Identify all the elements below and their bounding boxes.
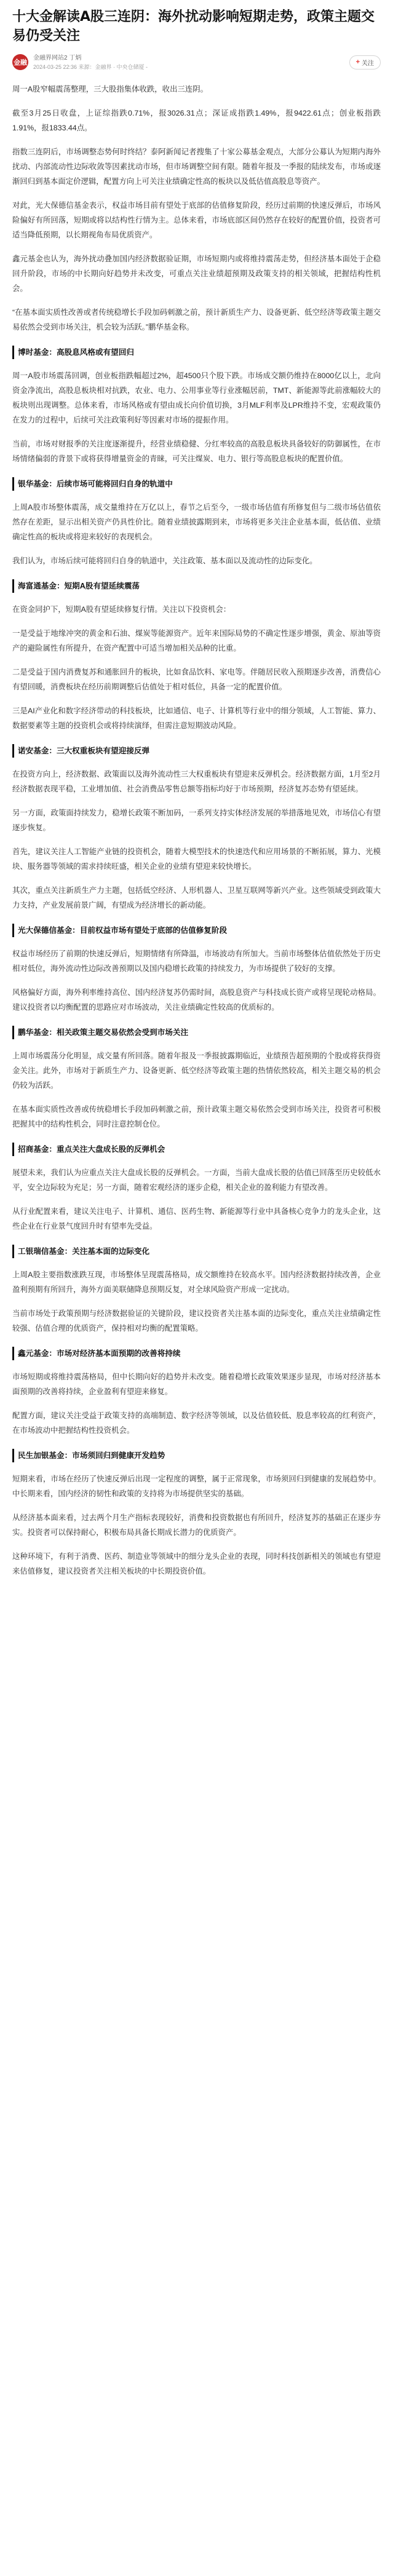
- follow-label: 关注: [362, 60, 374, 67]
- section-heading: 招商基金：重点关注大盘成长股的反弹机会: [12, 1143, 381, 1156]
- paragraph: 从行业配置来看，建议关注电子、计算机、通信、医药生物、新能源等行业中具备核心竞争力的龙头企业，这些企业在行业景气度回升时有望率先受益。: [12, 1207, 381, 1231]
- paragraph: 当前市场处于政策预期与经济数据验证的关键阶段，建议投资者关注基本面的边际变化，重点关注业绩确定性较强、估值合理的优质资产，保持相对均衡的配置策略。: [12, 1309, 381, 1333]
- author-info: [33, 54, 349, 71]
- paragraph: 上周A股市场整体震荡，成交量维持在万亿以上，春节之后至今，一级市场估值有所修复但与二级市场估值依然存在差距，显示出相关资产仍具性价比。随着业绩披露期到来，市场将更多关注企业基本面，低估值、业绩确定性高的板块或将迎来较好的表现机会。: [12, 503, 381, 541]
- paragraph: “在基本面实质性改善或者传统稳增长手段加码刺激之前，预计新质生产力、设备更新、低空经济等政策主题交易依然会受到市场关注，机会较为活跃。”鹏华基金称。: [12, 308, 381, 331]
- paragraph: 这种环境下，有利于消费、医药、制造业等领域中的细分龙头企业的表现，同时科技创新相关的领域也有望迎来估值修复，建议投资者关注相关板块的中长期投资价值。: [12, 1552, 381, 1575]
- paragraph: 权益市场经历了前期的快速反弹后，短期情绪有所降温，市场波动有所加大。当前市场整体估值依然处于历史相对低位，海外流动性边际改善预期以及国内稳增长政策的持续发力，为市场提供了较好的支撑。: [12, 949, 381, 973]
- section-heading: 博时基金：高股息风格或有望回归: [12, 346, 381, 359]
- paragraph: 指数三连阴后，市场调整态势何时终结？泰阿新闻记者搜集了十家公募基金观点，大部分公募认为短期内海外扰动、内部流动性边际收敛等因素扰动市场，但市场调整空间有限。随着年报及一季报的陆续发布，市场或逐渐回归到基本面定价逻辑，配置方向上可关注业绩确定性高的板块以及低估值高股息等资产。: [12, 148, 381, 186]
- paragraph: 展望未来，我们认为应重点关注大盘成长股的反弹机会。一方面，当前大盘成长股的估值已回落至历史较低水平，安全边际较为充足；另一方面，随着宏观经济的逐步企稳，相关企业的盈利能力有望改善。: [12, 1168, 381, 1192]
- paragraph: 市场短期或将维持震荡格局，但中长期向好的趋势并未改变。随着稳增长政策效果逐步显现，市场对经济基本面预期的改善将持续，企业盈利有望迎来修复。: [12, 1373, 381, 1396]
- section-heading: 光大保德信基金：目前权益市场有望处于底部的估值修复阶段: [12, 924, 381, 937]
- section-heading: 银华基金：后续市场可能将回归自身的轨道中: [12, 477, 381, 491]
- section-heading: 民生加银基金：市场须回归到健康开发趋势: [12, 1449, 381, 1462]
- paragraph: 上周A股主要指数涨跌互现，市场整体呈现震荡格局，成交额维持在较高水平。国内经济数据持续改善，企业盈利预期有所回升，海外方面美联储降息预期反复，对全球风险资产形成一定扰动。: [12, 1270, 381, 1294]
- paragraph: 短期来看，市场在经历了快速反弹后出现一定程度的调整，属于正常现象，市场须回归到健康的发展趋势中。中长期来看，国内经济的韧性和政策的支持将为市场提供坚实的基础。: [12, 1475, 381, 1498]
- avatar[interactable]: 金融: [12, 54, 28, 70]
- paragraph: 我们认为，市场后续可能将回归自身的轨道中，关注政策、基本面以及流动性的边际变化。: [12, 557, 317, 565]
- article-title: 十大金解读A股三连阴：海外扰动影响短期走势，政策主题交易仍受关注: [12, 9, 375, 44]
- paragraph: 风格偏好方面，海外利率维持高位、国内经济复苏仍需时间，高股息资产与科技成长资产或将呈现轮动格局。建议投资者以均衡配置的思路应对市场波动，关注业绩确定性较高的优质标的。: [12, 988, 381, 1012]
- paragraph: 对此，光大保德信基金表示，权益市场目前有望处于底部的估值修复阶段，经历过前期的快速反弹后，市场风险偏好有所回落，短期或将以结构性行情为主。总体来看，市场底部区间仍然存在较好的配置价值，投资者可适当降低预期，以长期视角布局优质资产。: [12, 201, 381, 239]
- publish-info: 2024-03-25 22:36 来源：金融界 · 中央仓储厦 -: [33, 63, 148, 70]
- paragraph: 鑫元基金也认为，海外扰动叠加国内经济数据验证期，市场短期内或将维持震荡走势，但经济基本面处于企稳回升阶段，市场的中长期向好趋势并未改变，可重点关注业绩超预期及政策支持的相关领域，把握结构性机会。: [12, 255, 381, 293]
- article-body: [12, 82, 381, 1579]
- paragraph: 从经济基本面来看，过去两个月生产指标表现较好，消费和投资数据也有所回升，经济复苏的基础正在逐步夯实。投资者可以保持耐心，积极布局具备长期成长潜力的优质资产。: [12, 1513, 381, 1537]
- author-bar: [12, 52, 381, 73]
- section-heading: 诺安基金：三大权重板块有望迎接反弹: [12, 744, 381, 758]
- paragraph: 另一方面，政策面持续发力，稳增长政策不断加码，一系列支持实体经济发展的举措落地见效，市场信心有望逐步恢复。: [12, 809, 381, 832]
- paragraph: 一是受益于地缘冲突的黄金和石油、煤炭等能源资产。近年来国际局势的不确定性逐步增强，黄金、原油等资产的避险属性有所提升，在资产配置中可适当增加相关品种的比重。: [12, 629, 381, 652]
- follow-button[interactable]: [349, 55, 381, 69]
- paragraph: 周一A股窄幅震荡整理，三大股指集体收跌，收出三连阴。: [12, 85, 208, 93]
- paragraph: 在投资方向上，经济数据、政策面以及海外流动性三大权重板块有望迎来反弹机会。经济数据方面，1月至2月经济数据表现平稳，工业增加值、社会消费品零售总额等指标均好于市场预期，经济复苏态势有望延续。: [12, 770, 381, 793]
- section-heading: 鹏华基金：相关政策主题交易依然会受到市场关注: [12, 1026, 381, 1039]
- paragraph: 上周市场震荡分化明显，成交量有所回落。随着年报及一季报披露期临近，业绩预告超预期的个股或将获得资金关注。此外，市场对于新质生产力、设备更新、低空经济等政策主题的热情依然较高，相关主题交易的机会仍较为活跃。: [12, 1052, 381, 1090]
- source-name[interactable]: 金融界网站2 丁炳: [33, 54, 82, 61]
- paragraph: 当前，市场对财报季的关注度逐渐提升，经营业绩稳健、分红率较高的高股息板块具备较好的防御属性，在市场情绪偏弱的背景下或将获得增量资金的青睐，可关注煤炭、电力、银行等高股息板块的配置价值。: [12, 440, 381, 463]
- paragraph: 截至3月25日收盘，上证综指跌0.71%，报3026.31点；深证成指跌1.49%，报9422.61点；创业板指跌1.91%，报1833.44点。: [12, 109, 381, 132]
- paragraph: 在资金同护下，短期A股有望延续修复行情。关注以下投资机会：: [12, 605, 231, 614]
- paragraph: 三是AI产业化和数字经济带动的科技板块，比如通信、电子、计算机等行业中的细分领域，人工智能、算力、数据要素等主题的投资机会或将持续演绎，但需注意短期波动风险。: [12, 707, 381, 730]
- paragraph: 配置方面，建议关注受益于政策支持的高端制造、数字经济等领域，以及估值较低、股息率较高的红利资产，在市场波动中把握结构性投资机会。: [12, 1411, 381, 1435]
- paragraph: 首先，建议关注人工智能产业链的投资机会，随着大模型技术的快速迭代和应用场景的不断拓展，算力、光模块、服务器等领域的需求持续旺盛，相关企业的业绩有望迎来较快增长。: [12, 847, 381, 871]
- section-heading: 鑫元基金：市场对经济基本面预期的改善将持续: [12, 1347, 381, 1360]
- plus-icon: +: [355, 58, 360, 66]
- paragraph: 在基本面实质性改善或传统稳增长手段加码刺激之前，预计政策主题交易依然会受到市场关注，投资者可积极把握其中的结构性机会，同时注意控制仓位。: [12, 1105, 381, 1128]
- paragraph: 其次，重点关注新质生产力主题，包括低空经济、人形机器人、卫星互联网等新兴产业。这些领域受到政策大力支持，产业发展前景广阔，有望成为经济增长的新动能。: [12, 886, 381, 910]
- paragraph: 周一A股市场震荡回调，创业板指跌幅超过2%，超4500只个股下跌。市场成交额仍维持在8000亿以上，北向资金净流出，高股息板块相对抗跌，农业、电力、公用事业等行业涨幅居前，TMT、新能源等此前涨幅较大的板块则出现调整。总体来看，市场风格或有望由成长向价值切换，3月MLF利率及LPR维持不变，宏观政策仍在发力的过程中，后续可关注政策利好等因素对市场的提振作用。: [12, 371, 381, 424]
- section-heading: 工银瑞信基金：关注基本面的边际变化: [12, 1245, 381, 1258]
- section-heading: 海富通基金：短期A股有望延续震荡: [12, 579, 381, 593]
- paragraph: 二是受益于国内消费复苏和通胀回升的板块，比如食品饮料、家电等。伴随居民收入预期逐步改善，消费信心有望回暖，消费板块在经历前期调整后估值处于相对低位，具备一定的配置价值。: [12, 668, 381, 691]
